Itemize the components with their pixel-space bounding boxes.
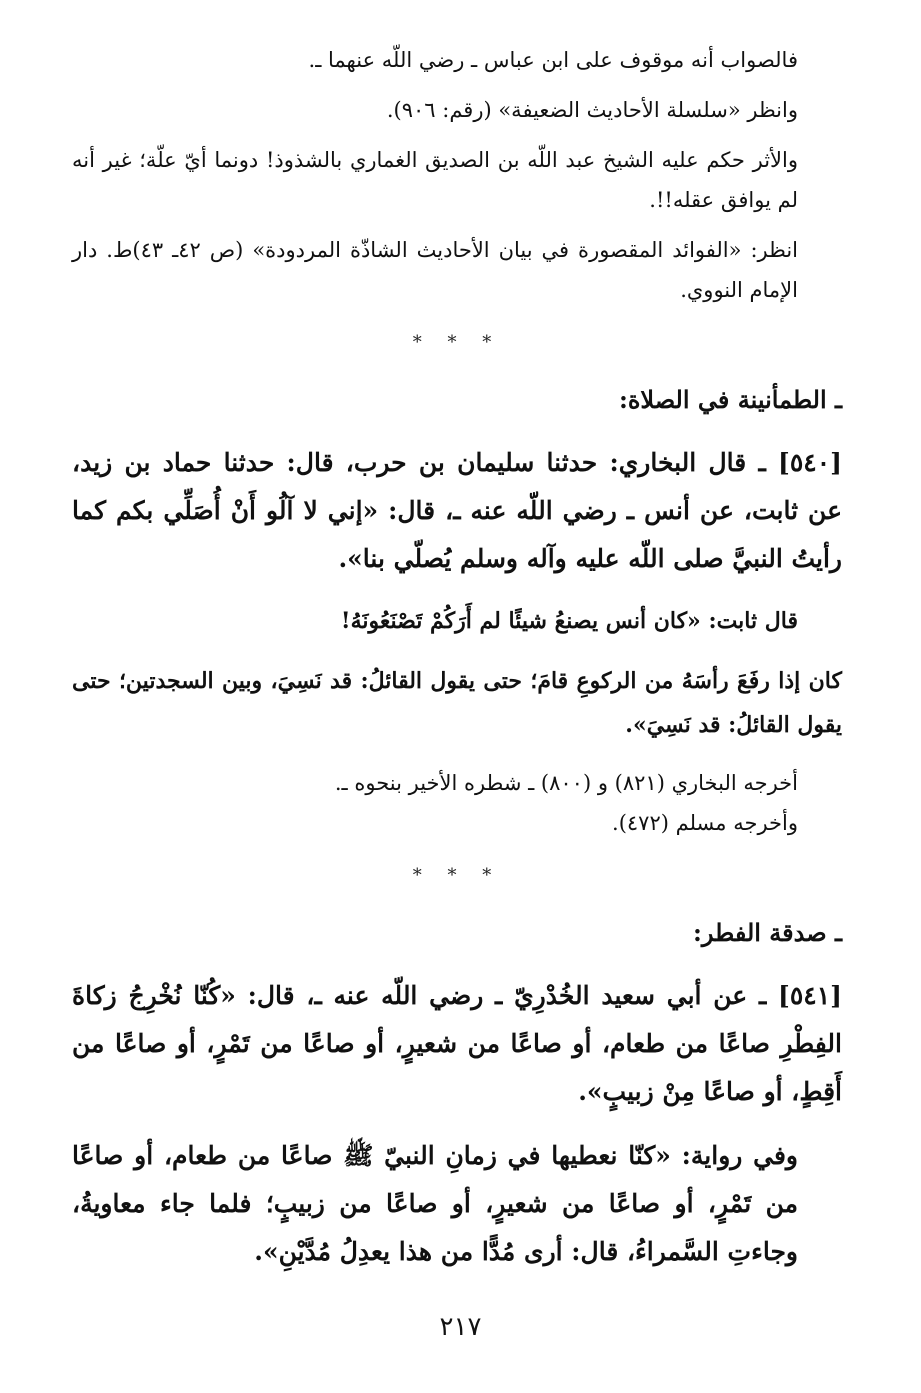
page-number: ٢١٧	[439, 1312, 482, 1342]
thabit-statement-continued: كان إذا رفَعَ رأسَهُ من الركوعِ قامَ؛ حتى يقول القائلُ: قد نَسِيَ، وبين السجدتين؛ حتى يقول القائلُ: قد نَسِيَ».	[72, 668, 842, 738]
section-heading-sadaqat-fitr: ـ صدقة الفطر:	[693, 918, 842, 947]
hadith-540: [٥٤٠] ـ قال البخاري: حدثنا سليمان بن حرب، قال: حدثنا حماد بن زيد، عن ثابت، عن أنس ـ رضي اللّه عنه ـ، قال: «إني لا آلُو أَنْ أُصَلِّي بكم كما رأيتُ النبيَّ صلى اللّه عليه وآله وسلم يُصلّي بنا».	[72, 448, 842, 573]
section-heading-tumaanina: ـ الطمأنينة في الصلاة:	[618, 385, 842, 414]
page-body	[72, 40, 842, 1276]
section-separator-2: * * *	[412, 865, 502, 886]
intro-line-1: فالصواب أنه موقوف على ابن عباس ـ رضي اللّه عنهما ـ.	[308, 48, 798, 72]
hadith-541: [٥٤١] ـ عن أبي سعيد الخُدْرِيّ ـ رضي اللّه عنه ـ، قال: «كُنّا نُخْرِجُ زكاةَ الفِطْرِ صاعًا من طعام، أو صاعًا من شعيرٍ، أو صاعًا من تَمْرٍ، أو صاعًا من أَقِطٍ، أو صاعًا مِنْ زبيبٍ».	[72, 981, 842, 1106]
riwaya-paragraph: وفي رواية: «كنّا نعطيها في زمانِ النبيّ ﷺ صاعًا من طعام، أو صاعًا من تَمْرٍ، أو صاعًا من شعيرٍ، أو صاعًا من زبيبٍ؛ فلما جاء معاويةُ، وجاءتِ السَّمراءُ، قال: أرى مُدًّا من هذا يعدِلُ مُدَّيْنِ».	[72, 1141, 798, 1266]
section-separator: * * *	[412, 332, 502, 353]
takhrij-muslim: وأخرجه مسلم (٤٧٢).	[612, 811, 798, 835]
thabit-statement: قال ثابت: «كان أنس يصنعُ شيئًا لم أَرَكُمْ تَصْنَعُونَهُ!	[340, 608, 798, 634]
intro-paragraph-4: انظر: «الفوائد المقصورة في بيان الأحاديث الشاذّة المردودة» (ص ٤٢ـ ٤٣)ط. دار الإمام النووي.	[72, 238, 799, 302]
intro-paragraph-3: والأثر حكم عليه الشيخ عبد اللّه بن الصديق الغماري بالشذوذ! دونما أيّ علّة؛ غير أنه لم يوافق عقله!!.	[72, 148, 798, 212]
takhrij-bukhari: أخرجه البخاري (٨٢١) و (٨٠٠) ـ شطره الأخير بنحوه ـ.	[334, 771, 798, 795]
intro-line-2: وانظر «سلسلة الأحاديث الضعيفة» (رقم: ٩٠٦).	[386, 98, 798, 122]
